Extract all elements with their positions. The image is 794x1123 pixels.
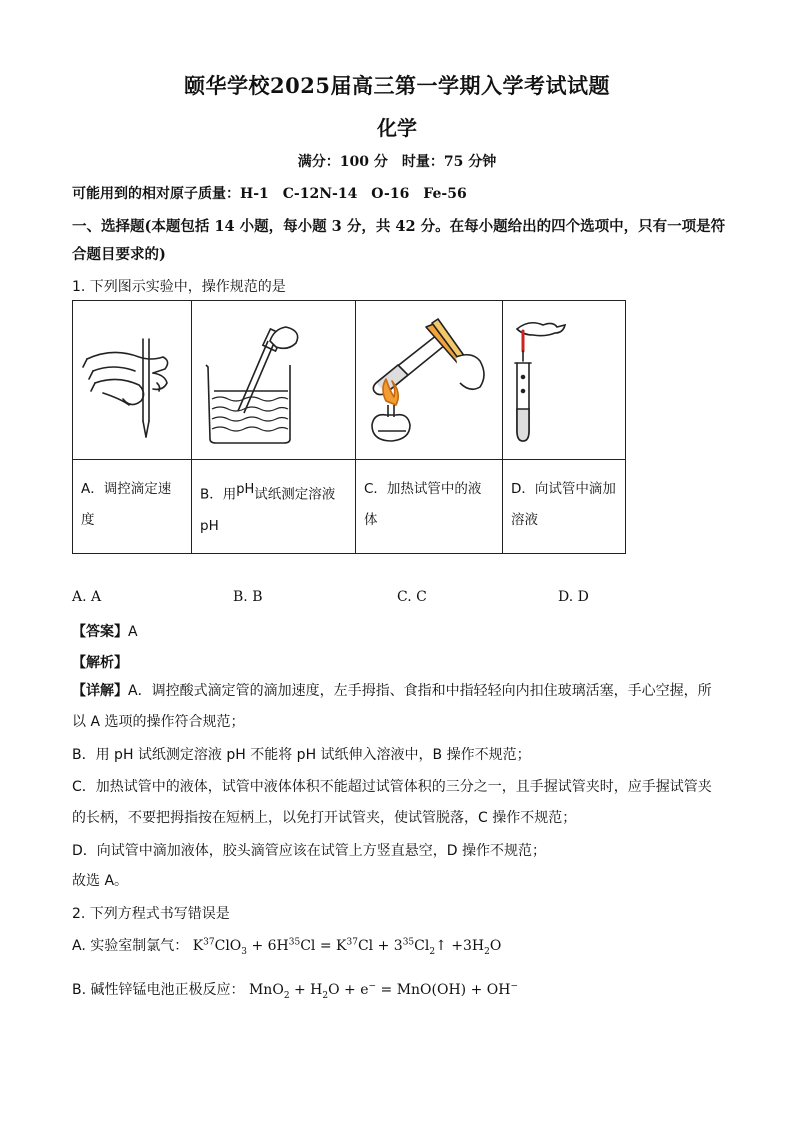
detail-a-text: A．调控酸式滴定管的滴加速度，左手拇指、食指和中指轻轻向内扣住玻璃活塞，手心空握，所以 A 选项的操作符合规范； — [72, 683, 712, 730]
exam-meta: 满分：100 分 时量：75 分钟 — [297, 154, 497, 170]
analysis-line — [72, 652, 128, 672]
detail-label: 【详解】 — [72, 683, 128, 699]
conclusion: 故选 A。 — [72, 873, 129, 889]
choice-a[interactable]: A. A — [72, 589, 102, 605]
detail-d: D．向试管中滴加液体，胶头滴管应该在试管上方竖直悬空，D 操作不规范； — [72, 843, 547, 859]
answer-line — [72, 621, 138, 641]
atomic-masses: 可能用到的相对原子质量：H-1 C-12N-14 O-16 Fe-56 — [72, 186, 467, 202]
answer-value: A — [128, 624, 138, 640]
option-a-cell — [73, 460, 192, 554]
exam-title: 颐华学校2025届高三第一学期入学考试试题 — [184, 73, 610, 98]
q2-option-b — [72, 979, 518, 1001]
option-b-text-a: B．用 — [200, 486, 237, 503]
burette-illustration — [73, 301, 192, 460]
subject-title: 化学 — [377, 116, 417, 140]
q2-option-a — [72, 935, 501, 957]
choice-c[interactable]: C. C — [397, 589, 427, 605]
option-b-cell — [192, 460, 356, 554]
section-heading: 一、选择题(本题包括 14 小题，每小题 3 分，共 42 分。在每小题给出的四个选项中，只有一项是符合题目要求的) — [72, 218, 726, 263]
choice-b[interactable]: B. B — [233, 589, 263, 605]
answer-label: 【答案】 — [72, 624, 128, 640]
option-c-cell — [356, 460, 503, 554]
choice-d[interactable]: D. D — [558, 589, 589, 605]
q2-option-b-equation: $MnO_2 + H_2O + e^- = MnO(OH) + OH^-$ — [248, 981, 519, 1001]
option-c-text: C．加热试管中的液体 — [364, 481, 482, 528]
q1-options-table — [72, 300, 626, 554]
option-a-text: A．调控滴定速度 — [81, 481, 172, 528]
detail-a — [72, 676, 724, 738]
q2-option-a-equation: $K^{37}ClO_3 + 6H^{35}Cl = K^{37}Cl$ + $3^{35}Cl_2↑ +3H_2O$ — [192, 937, 502, 957]
ph-paper-illustration — [192, 301, 356, 460]
q2-option-a-label: A. 实验室制氯气： — [72, 938, 189, 954]
q2-option-b-label: B. 碱性锌锰电池正极反应： — [72, 982, 245, 998]
option-b-ph-sup: pH — [236, 482, 255, 497]
heating-test-tube-illustration — [356, 301, 503, 460]
option-d-cell — [503, 460, 626, 554]
detail-b: B．用 pH 试纸测定溶液 pH 不能将 pH 试纸伸入溶液中，B 操作不规范； — [72, 747, 531, 763]
detail-c: C．加热试管中的液体，试管中液体体积不能超过试管体积的三分之一，且手握试管夹时，应手握试管夹的长柄，不要把拇指按在短柄上，以免打开试管夹，使试管脱落，C 操作不规范； — [72, 779, 712, 826]
option-b-text-b: 试纸测定溶液 — [254, 486, 336, 503]
q1-stem: 1. 下列图示实验中，操作规范的是 — [72, 279, 286, 295]
dropper-illustration — [503, 301, 626, 460]
option-d-text: D．向试管中滴加溶液 — [511, 481, 616, 528]
analysis-label: 【解析】 — [72, 655, 128, 671]
q2-stem: 2. 下列方程式书写错误是 — [72, 906, 230, 922]
option-b-text-c: pH — [200, 517, 219, 534]
